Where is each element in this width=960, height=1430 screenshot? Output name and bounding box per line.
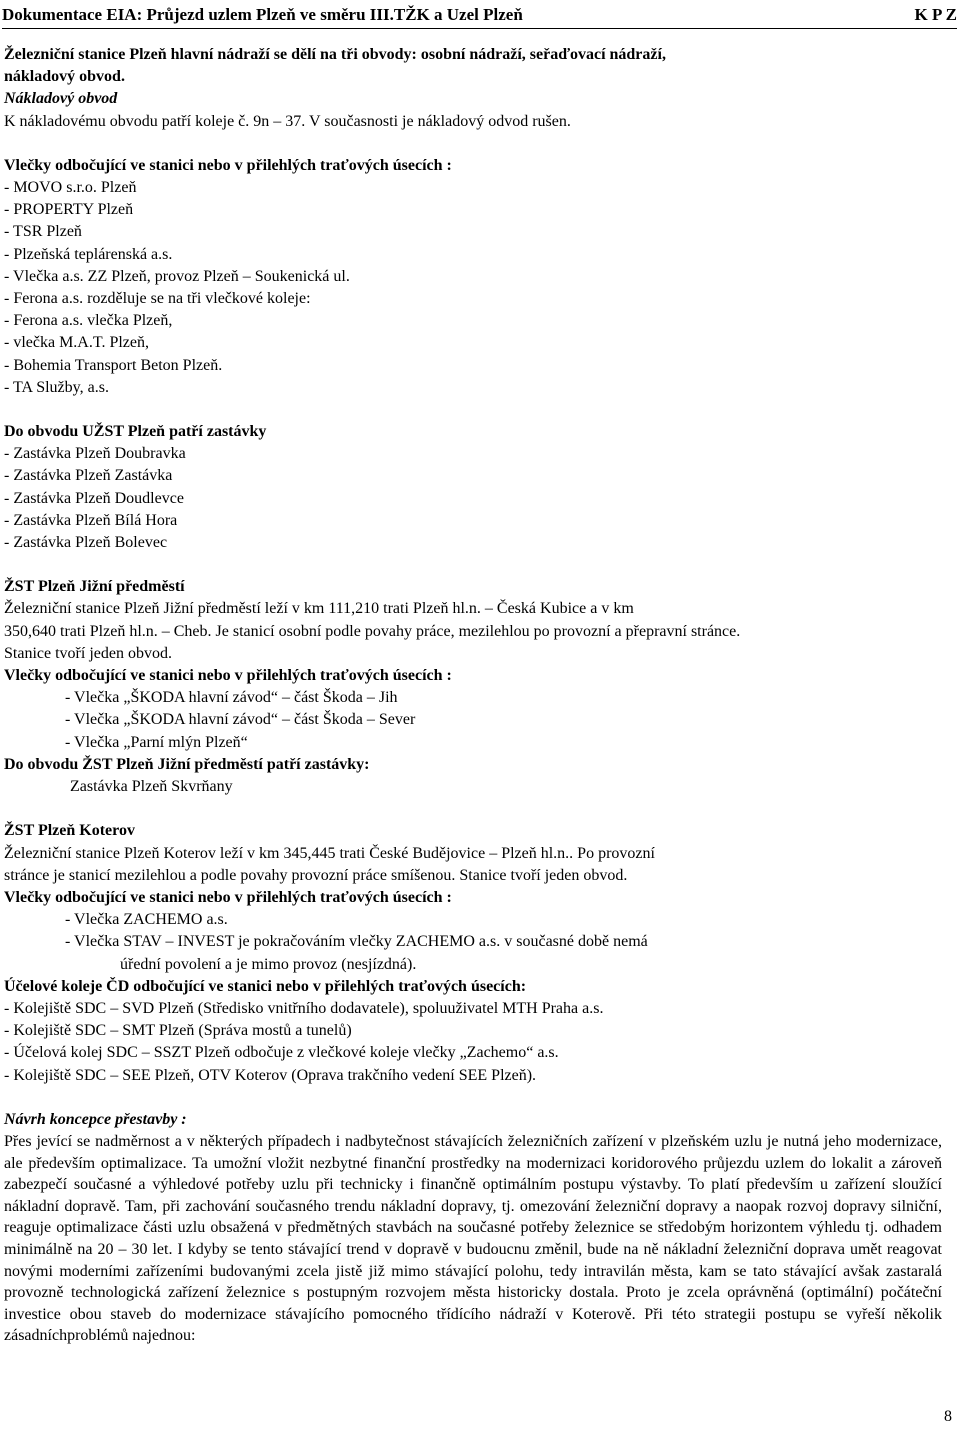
freight-text: K nákladovému obvodu patří koleje č. 9n – 37. V současnosti je nákladový odvod rušen. <box>4 112 571 130</box>
station-heading-koterov: ŽST Plzeň Koterov <box>4 822 135 840</box>
list-item: - TA Služby, a.s. <box>4 378 109 396</box>
sidings-list <box>4 177 950 399</box>
list-item: - vlečka M.A.T. Plzeň, <box>4 334 149 352</box>
list-item: - Zastávka Plzeň Doudlevce <box>4 489 184 507</box>
header-tag: K P Z <box>914 5 957 24</box>
intro-line-1: Železniční stanice Plzeň hlavní nádraží se dělí na tři obvody: osobní nádraží, seřaďovací nádraží, <box>4 46 666 63</box>
list-item: - Vlečka ZACHEMO a.s. <box>65 911 228 929</box>
list-item: - Ferona a.s. vlečka Plzeň, <box>4 312 173 330</box>
list-item-continuation: úřední povolení a je mimo provoz (nesjízdná). <box>120 955 417 973</box>
station-text-km: 350,640 trati Plzeň hl.n. – Cheb. <box>4 622 216 640</box>
list-item: - PROPERTY Plzeň <box>4 201 134 219</box>
document-body <box>4 44 950 1347</box>
list-item: - Vlečka STAV – INVEST je pokračováním vlečky ZACHEMO a.s. v současné době nemá <box>65 933 648 951</box>
list-item: - Vlečka „ŠKODA hlavní závod“ – část Škoda – Jih <box>65 689 398 707</box>
stops-list <box>4 443 950 554</box>
list-item: - Účelová kolej SDC – SSZT Plzeň odbočuje z vlečkové koleje vlečky „Zachemo“ a.s. <box>4 1044 559 1062</box>
station-text-rest: Je stanicí osobní podle povahy práce, mezilehlou po provozní a přepravní stránce. <box>215 622 741 640</box>
concept-heading: Návrh koncepce přestavby : <box>4 1110 187 1128</box>
station-heading-jizni: ŽST Plzeň Jižní předměstí <box>4 578 185 596</box>
stops-heading: Do obvodu ŽST Plzeň Jižní předměstí patří zastávky: <box>4 755 370 773</box>
station-text-line: stránce je stanicí mezilehlou a podle povahy provozní práce smíšenou. Stanice tvoří jeden obvod. <box>4 866 628 884</box>
intro-line-2: nákladový obvod. <box>4 68 125 86</box>
station-text-line <box>4 621 950 643</box>
list-item: - Kolejiště SDC – SMT Plzeň (Správa mostů a tunelů) <box>4 1022 352 1040</box>
list-item: - Vlečka „ŠKODA hlavní závod“ – část Škoda – Sever <box>65 711 416 729</box>
list-item: - Vlečka a.s. ZZ Plzeň, provoz Plzeň – Soukenická ul. <box>4 267 350 285</box>
list-item: - TSR Plzeň <box>4 223 82 241</box>
list-item: - Vlečka „Parní mlýn Plzeň“ <box>65 733 248 751</box>
list-item: - Plzeňská teplárenská a.s. <box>4 245 173 263</box>
list-item: - Ferona a.s. rozděluje se na tři vlečkové koleje: <box>4 290 311 308</box>
list-item: - MOVO s.r.o. Plzeň <box>4 179 137 197</box>
list-item: - Bohemia Transport Beton Plzeň. <box>4 356 223 374</box>
station-text-line: Železniční stanice Plzeň Jižní předměstí leží v km 111,210 trati Plzeň hl.n. – Česká Kubice a v km <box>4 600 634 618</box>
sidings-heading: Vlečky odbočující ve stanici nebo v přilehlých traťových úsecích : <box>4 888 452 906</box>
list-item: Zastávka Plzeň Skvrňany <box>70 778 233 796</box>
page-number: 8 <box>944 1408 952 1425</box>
freight-heading: Nákladový obvod <box>4 90 118 108</box>
list-item: - Zastávka Plzeň Bolevec <box>4 534 168 552</box>
list-item: - Zastávka Plzeň Bílá Hora <box>4 511 178 529</box>
document-title: Dokumentace EIA: Průjezd uzlem Plzeň ve směru III.TŽK a Uzel Plzeň <box>2 5 523 24</box>
sidings-heading: Vlečky odbočující ve stanici nebo v přilehlých traťových úsecích : <box>4 156 452 174</box>
list-item: - Zastávka Plzeň Zastávka <box>4 467 173 485</box>
concept-paragraph: Přes jevící se nadměrnost a v některých případech i nadbytečnost stávajících železničních zařízení v plzeňském uzlu je nutná jeho modernizace, ale především optimalizace. Ta umožní vložit nezbytné finanční prostředky na modernizaci koridorového průjezdu uzlem do lokalit a zároveň zabezpečí současné a výhledové potřeby uzlu při technicky i finančně optimálním postupu výstavby. To platí především u zařízení sloužící nákladní dopravě. Tam, při zachování současného trendu nákladní dopravy, tj. omezování železniční dopravy a naopak rozvoj dopravy silniční, reaguje optimalizace části uzlu obsažená v předmětných stavbách na současné potřeby železnice se středobým horizontem výhledu tj. odhadem minimálně na 20 – 30 let. I kdyby se tento stávající trend v dopravě v budoucnu změnil, bude na ně nákladní železniční doprava umět reagovat novými moderními zařízeními budovanými zcela jistě již mimo stávající polohu, tedy intravilán města, kam se tato stávající avšak zastaralá provozně technologická zařízení železnice s postupným rozvojem města historicky dostala. Proto je zcela oprávněná (optimální) počáteční investice obou staveb do modernizace stávajícího pomocného třídícího nádraží v Koterově. Při této strategii postupu se vyřeší několik zásadníchproblémů najednou: <box>4 1132 942 1345</box>
station-text-line: Železniční stanice Plzeň Koterov leží v km 345,445 trati České Budějovice – Plzeň hl.n.. Po provozní <box>4 844 655 862</box>
sidings-heading: Vlečky odbočující ve stanici nebo v přilehlých traťových úsecích : <box>4 667 452 685</box>
page-header <box>2 4 957 29</box>
station-text-line: Stanice tvoří jeden obvod. <box>4 644 172 662</box>
stops-heading: Do obvodu UŽST Plzeň patří zastávky <box>4 423 267 441</box>
list-item: - Kolejiště SDC – SVD Plzeň (Středisko vnitřního dodavatele), spoluuživatel MTH Praha a.s. <box>4 999 604 1017</box>
tracks-heading: Účelové koleje ČD odbočující ve stanici nebo v přilehlých traťových úsecích: <box>4 977 527 995</box>
list-item: - Zastávka Plzeň Doubravka <box>4 445 186 463</box>
list-item: - Kolejiště SDC – SEE Plzeň, OTV Koterov (Oprava trakčního vedení SEE Plzeň). <box>4 1066 537 1084</box>
